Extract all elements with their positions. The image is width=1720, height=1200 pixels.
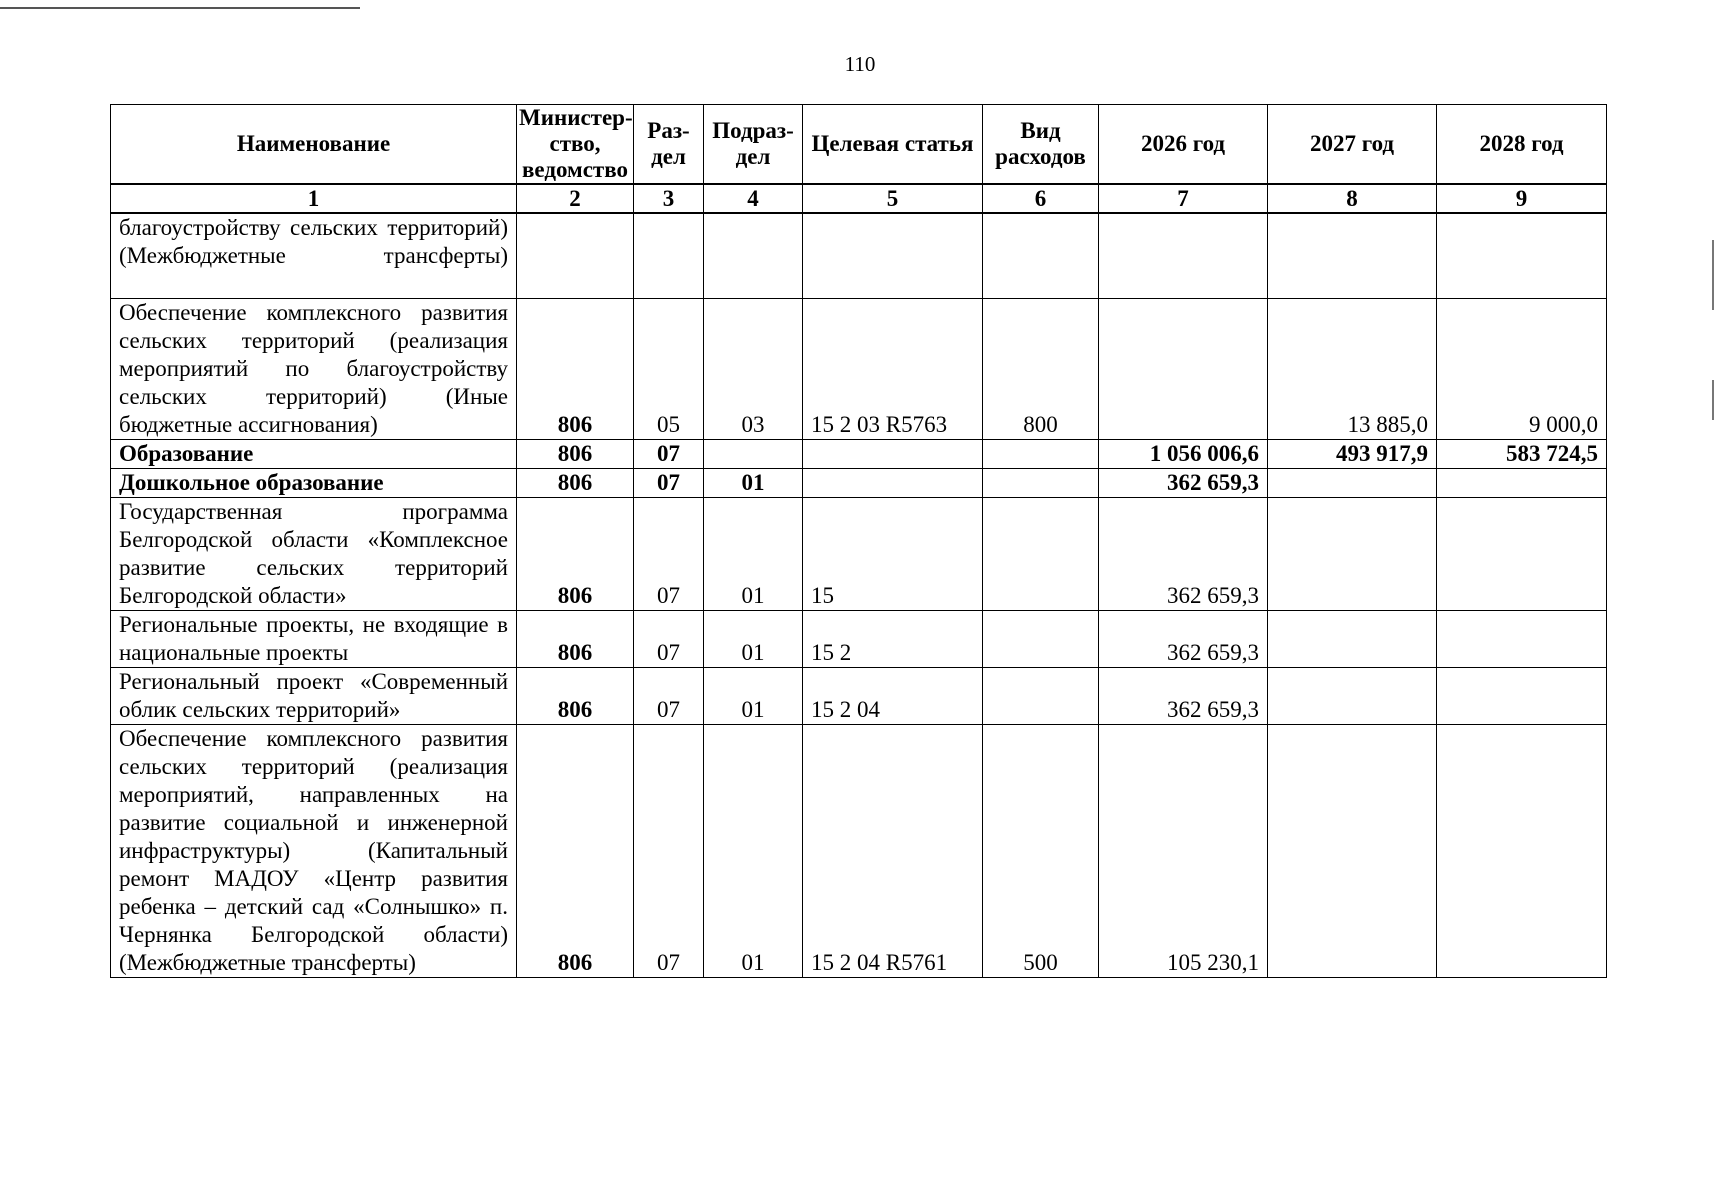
row-2028: 9 000,0	[1437, 299, 1607, 440]
row-ministry: 806	[517, 469, 634, 498]
row-2027	[1268, 498, 1437, 611]
table-row	[111, 213, 1607, 299]
row-name: Образование	[111, 440, 517, 469]
row-subsection: 01	[704, 668, 803, 725]
row-section: 07	[634, 668, 704, 725]
header-target: Целевая статья	[803, 105, 983, 185]
header-section: Раз-дел	[634, 105, 704, 185]
row-name: Государственная программа Белгородской области «Комплексное развитие сельских территорий Белгородской области»	[111, 498, 517, 611]
column-number: 5	[803, 184, 983, 213]
row-expense-type	[983, 440, 1099, 469]
row-ministry: 806	[517, 725, 634, 978]
row-2026: 105 230,1	[1099, 725, 1268, 978]
row-subsection: 03	[704, 299, 803, 440]
column-number: 4	[704, 184, 803, 213]
row-subsection	[704, 440, 803, 469]
row-subsection: 01	[704, 725, 803, 978]
column-number: 9	[1437, 184, 1607, 213]
row-2027	[1268, 213, 1437, 299]
column-number: 2	[517, 184, 634, 213]
row-ministry: 806	[517, 668, 634, 725]
row-2028	[1437, 725, 1607, 978]
row-target	[803, 469, 983, 498]
row-2027: 493 917,9	[1268, 440, 1437, 469]
column-number: 8	[1268, 184, 1437, 213]
column-number: 7	[1099, 184, 1268, 213]
row-2026	[1099, 299, 1268, 440]
table-row	[111, 299, 1607, 440]
row-subsection: 01	[704, 611, 803, 668]
row-2026: 362 659,3	[1099, 668, 1268, 725]
row-target	[803, 213, 983, 299]
row-ministry: 806	[517, 611, 634, 668]
row-2026: 362 659,3	[1099, 611, 1268, 668]
row-name: Обеспечение комплексного развития сельских территорий (реализация мероприятий по благоустройству сельских территорий) (Иные бюджетные ассигнования)	[111, 299, 517, 440]
row-2028	[1437, 213, 1607, 299]
row-section: 07	[634, 725, 704, 978]
row-section: 05	[634, 299, 704, 440]
header-2028: 2028 год	[1437, 105, 1607, 185]
row-name: благоустройству сельских территорий) (Межбюджетные трансферты)	[111, 213, 517, 299]
row-name: Дошкольное образование	[111, 469, 517, 498]
row-expense-type: 500	[983, 725, 1099, 978]
row-expense-type	[983, 213, 1099, 299]
table-row	[111, 440, 1607, 469]
scan-artifact-mark	[1712, 240, 1714, 310]
table-row	[111, 611, 1607, 668]
row-section: 07	[634, 469, 704, 498]
row-subsection	[704, 213, 803, 299]
row-ministry: 806	[517, 498, 634, 611]
column-number-row	[111, 184, 1607, 213]
row-2028	[1437, 469, 1607, 498]
row-section: 07	[634, 611, 704, 668]
row-section: 07	[634, 440, 704, 469]
row-target: 15 2 04	[803, 668, 983, 725]
header-ministry: Министер-ство, ведомство	[517, 105, 634, 185]
header-expense-type: Вид расходов	[983, 105, 1099, 185]
row-name: Региональный проект «Современный облик сельских территорий»	[111, 668, 517, 725]
row-subsection: 01	[704, 469, 803, 498]
row-ministry: 806	[517, 299, 634, 440]
row-section: 07	[634, 498, 704, 611]
scan-artifact-mark	[1712, 380, 1714, 420]
row-2027	[1268, 725, 1437, 978]
row-target: 15	[803, 498, 983, 611]
row-ministry	[517, 213, 634, 299]
row-2026: 1 056 006,6	[1099, 440, 1268, 469]
row-2028	[1437, 611, 1607, 668]
row-2026: 362 659,3	[1099, 469, 1268, 498]
header-row	[111, 105, 1607, 185]
column-number: 1	[111, 184, 517, 213]
column-number: 6	[983, 184, 1099, 213]
row-ministry: 806	[517, 440, 634, 469]
row-target: 15 2	[803, 611, 983, 668]
row-expense-type: 800	[983, 299, 1099, 440]
row-expense-type	[983, 498, 1099, 611]
column-number: 3	[634, 184, 704, 213]
row-expense-type	[983, 668, 1099, 725]
row-2026: 362 659,3	[1099, 498, 1268, 611]
table-row	[111, 469, 1607, 498]
page-number: 110	[844, 52, 876, 76]
scan-artifact-line	[0, 7, 360, 9]
row-expense-type	[983, 469, 1099, 498]
row-subsection: 01	[704, 498, 803, 611]
row-target	[803, 440, 983, 469]
row-2026	[1099, 213, 1268, 299]
row-2028: 583 724,5	[1437, 440, 1607, 469]
row-section	[634, 213, 704, 299]
row-2027	[1268, 611, 1437, 668]
row-2027	[1268, 668, 1437, 725]
row-2028	[1437, 498, 1607, 611]
header-name: Наименование	[111, 105, 517, 185]
budget-table	[110, 104, 1607, 978]
row-2027	[1268, 469, 1437, 498]
row-2027: 13 885,0	[1268, 299, 1437, 440]
table-row	[111, 725, 1607, 978]
row-2028	[1437, 668, 1607, 725]
header-2027: 2027 год	[1268, 105, 1437, 185]
row-expense-type	[983, 611, 1099, 668]
row-target: 15 2 03 R5763	[803, 299, 983, 440]
row-target: 15 2 04 R5761	[803, 725, 983, 978]
row-name: Региональные проекты, не входящие в национальные проекты	[111, 611, 517, 668]
table-row	[111, 498, 1607, 611]
header-subsection: Подраз-дел	[704, 105, 803, 185]
header-2026: 2026 год	[1099, 105, 1268, 185]
row-name: Обеспечение комплексного развития сельских территорий (реализация мероприятий, направленных на развитие социальной и инженерной инфраструктуры) (Капитальный ремонт МАДОУ «Центр развития ребенка – детский сад «Солнышко» п. Чернянка Белгородской области) (Межбюджетные трансферты)	[111, 725, 517, 978]
table-row	[111, 668, 1607, 725]
